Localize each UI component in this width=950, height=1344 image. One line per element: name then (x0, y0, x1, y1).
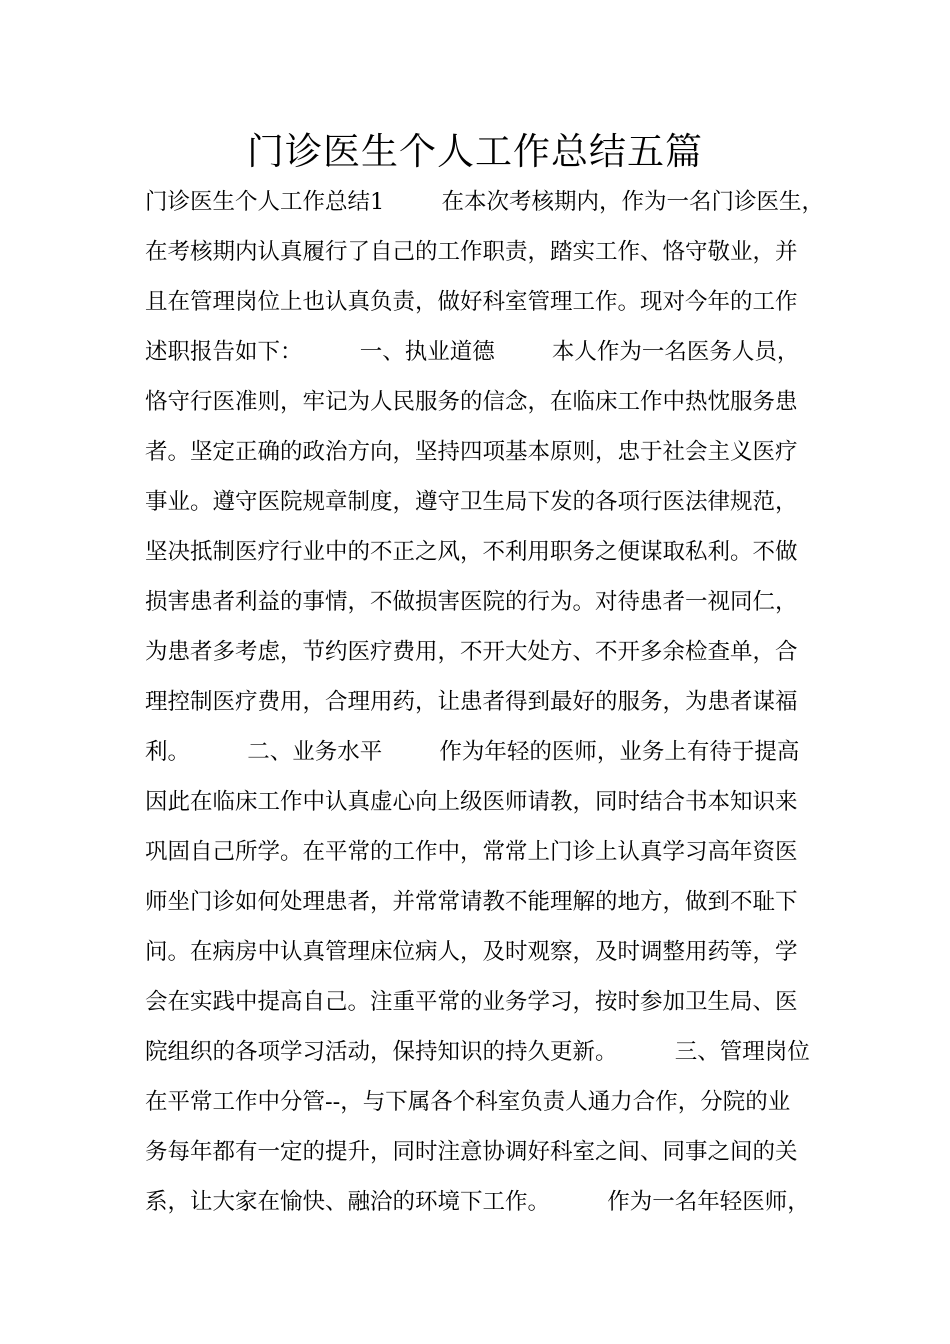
text-line: 问。在病房中认真管理床位病人，及时观察，及时调整用药等，学 (145, 939, 798, 965)
text-line: 坚决抵制医疗行业中的不正之风，不利用职务之便谋取私利。不做 (145, 539, 798, 565)
text-line: 为患者多考虑，节约医疗费用，不开大处方、不开多余检查单，合 (145, 639, 798, 665)
text-line: 事业。遵守医院规章制度，遵守卫生局下发的各项行医法律规范， (145, 489, 798, 515)
text-line: 务每年都有一定的提升，同时注意协调好科室之间、同事之间的关 (145, 1139, 798, 1165)
text-line: 恪守行医准则，牢记为人民服务的信念，在临床工作中热忱服务患 (145, 389, 798, 415)
document-body (145, 180, 835, 1230)
text-line: 在平常工作中分管--，与下属各个科室负责人通力合作，分院的业 (145, 1089, 791, 1115)
text-line: 在考核期内认真履行了自己的工作职责，踏实工作、恪守敬业，并 (145, 239, 798, 265)
text-line: 理控制医疗费用，合理用药，让患者得到最好的服务，为患者谋福 (145, 689, 798, 715)
text-line: 者。坚定正确的政治方向，坚持四项基本原则，忠于社会主义医疗 (145, 439, 798, 465)
text-line: 门诊医生个人工作总结1 在本次考核期内，作为一名门诊医生， (145, 189, 825, 215)
text-line: 院组织的各项学习活动，保持知识的持久更新。 三、管理岗位 (145, 1039, 810, 1065)
document-title: 门诊医生个人工作总结五篇 (247, 130, 703, 173)
text-line: 师坐门诊如何处理患者，并常常请教不能理解的地方，做到不耻下 (145, 889, 798, 915)
text-line: 损害患者利益的事情，不做损害医院的行为。对待患者一视同仁， (145, 589, 798, 615)
text-line: 述职报告如下： 一、执业道德 本人作为一名医务人员， (145, 339, 800, 365)
text-line: 且在管理岗位上也认真负责，做好科室管理工作。现对今年的工作 (145, 289, 798, 315)
text-line: 利。 二、业务水平 作为年轻的医师，业务上有待于提高 (145, 739, 800, 765)
text-line: 因此在临床工作中认真虚心向上级医师请教，同时结合书本知识来 (145, 789, 798, 815)
text-line: 会在实践中提高自己。注重平常的业务学习，按时参加卫生局、医 (145, 989, 798, 1015)
text-line: 巩固自己所学。在平常的工作中，常常上门诊上认真学习高年资医 (145, 839, 798, 865)
text-line: 系，让大家在愉快、融洽的环境下工作。 作为一名年轻医师， (145, 1189, 810, 1215)
